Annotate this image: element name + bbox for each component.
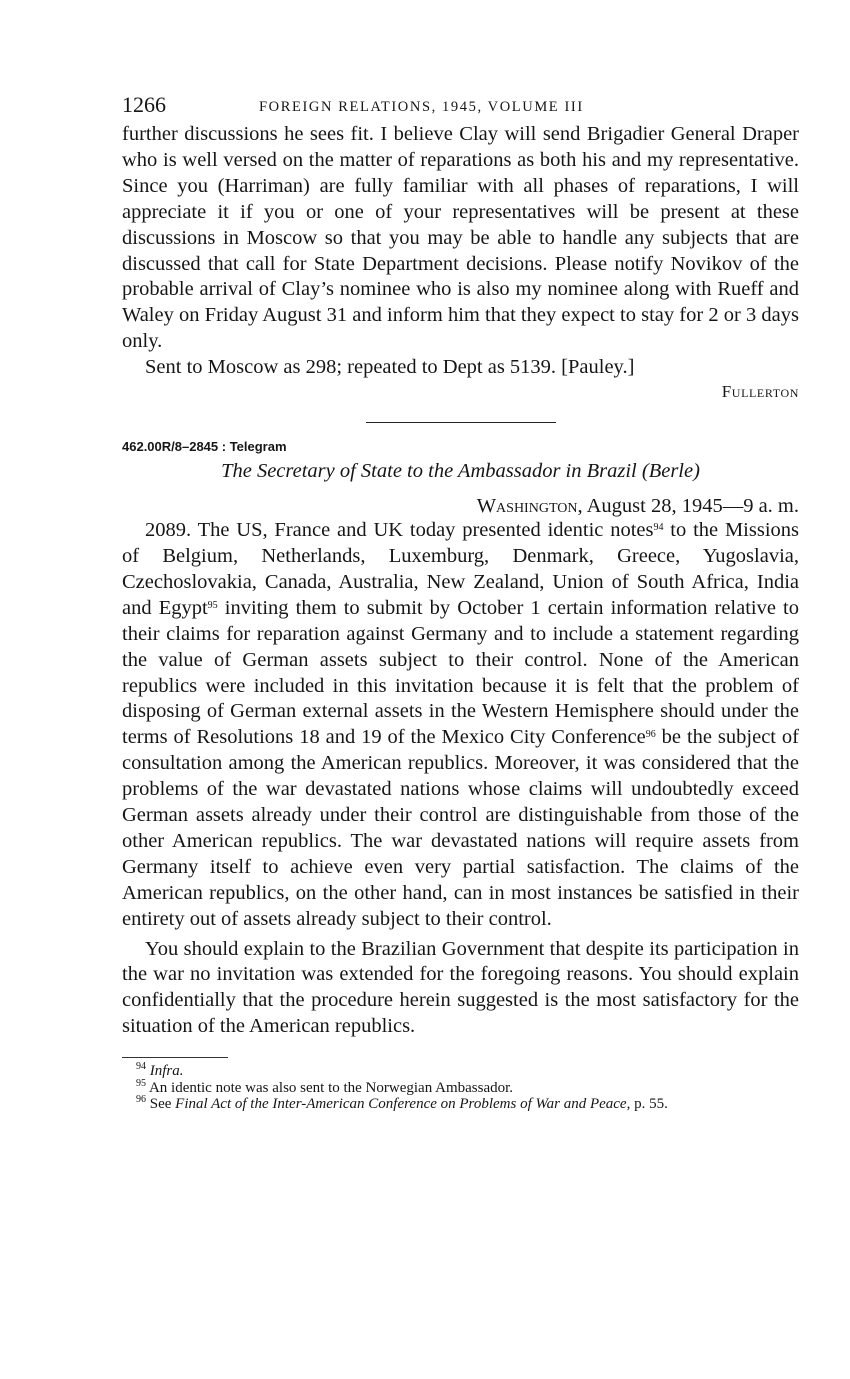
dateline-place: Washington — [476, 495, 578, 518]
footnote-text: An identic note was also sent to the Norwegian Ambassador. — [148, 1079, 514, 1096]
footnote-mark: 95 — [136, 1077, 146, 1089]
footnote-95 — [122, 1077, 799, 1097]
telegram-paragraph-1 — [122, 518, 799, 933]
signature-text: Fullerton — [721, 382, 799, 402]
file-reference: 462.00R/8–2845 : Telegram — [122, 439, 287, 455]
paragraph-text: 2089. The US, France and UK today presented identic notes — [145, 519, 654, 542]
footnote-mark: 96 — [136, 1094, 146, 1106]
dateline — [122, 495, 799, 518]
footnote-text: Infra. — [149, 1063, 184, 1080]
paragraph-text: inviting them to submit by October 1 certain information relative to their claims for reparation against Germany and to include a statement regarding the value of German assets subject to their control. None of the American republics were included in this invitation because it is felt that the problem of disposing of German external assets in the Western Hemisphere should under the terms of Resolutions 18 and 19 of the Mexico City Conference — [122, 596, 799, 749]
document-title-recipient: (Berle) — [641, 460, 700, 483]
footnotes — [122, 1063, 799, 1113]
document-title-main: The Secretary of State to the Ambassador in Brazil — [221, 460, 637, 483]
dateline-date: , August 28, 1945—9 a. m. — [577, 495, 799, 518]
footnote-96 — [122, 1096, 799, 1113]
signature-fullerton — [122, 382, 799, 402]
telegram-paragraph-2: You should explain to the Brazilian Government that despite its participation in the war no invitation was extended for the foregoing reasons. You should explain confidentially that the procedure herein suggested is the most satisfactory for the situation of the American republics. — [122, 937, 799, 1038]
footnote-ref-96: 96 — [645, 729, 656, 741]
footnote-ref-94: 94 — [653, 522, 664, 534]
section-divider — [366, 422, 556, 423]
paragraph-text: to the Missions of Belgium, Netherlands, Luxemburg, Denmark, Greece, Yugoslavia, Czechoslovakia, Canada, Australia, New Zealand, Union of South Africa, India and Egypt — [122, 519, 799, 619]
sent-line: Sent to Moscow as 298; repeated to Dept as 5139. [Pauley.] — [145, 356, 635, 379]
footnote-94 — [122, 1063, 799, 1080]
footnote-cited-title: Final Act of the Inter-American Conference on Problems of War and Peace — [175, 1096, 627, 1113]
page — [122, 92, 799, 1113]
footnote-rule — [122, 1057, 228, 1058]
paragraph-text: be the subject of consultation among the American republics. Moreover, it was considered that the problems of the war devastated nations whose claims will undoubtedly exceed German assets already under their control are distinguishable from those of the other American republics. The war devastated nations will require assets from Germany itself to achieve even very partial satisfaction. The claims of the American republics, on the other hand, can in most instances be satisfied in their entirety out of assets already subject to their control. — [122, 726, 799, 930]
footnote-text-pre: See — [149, 1096, 176, 1113]
running-title: FOREIGN RELATIONS, 1945, VOLUME III — [259, 99, 584, 115]
footnote-text-post: , p. 55. — [626, 1096, 668, 1113]
document-title — [122, 460, 799, 483]
page-number: 1266 — [122, 92, 166, 117]
continuation-paragraph: further discussions he sees fit. I believe Clay will send Brigadier General Draper who is well versed on the matter of reparations as both his and my representative. Since you (Harriman) are fully familiar with all phases of reparations, I will appreciate it if you or one of your representatives will be present at these discussions in Moscow so that you may be able to handle any subjects that are discussed that call for State Department decisions. Please notify Novikov of the probable arrival of Clay’s nominee who is also my nominee along with Rueff and Waley on Friday August 31 and inform him that they expect to stay for 2 or 3 days only. — [122, 123, 799, 353]
running-head — [122, 92, 799, 122]
footnote-mark: 94 — [136, 1061, 146, 1073]
footnote-ref-95: 95 — [207, 599, 218, 611]
